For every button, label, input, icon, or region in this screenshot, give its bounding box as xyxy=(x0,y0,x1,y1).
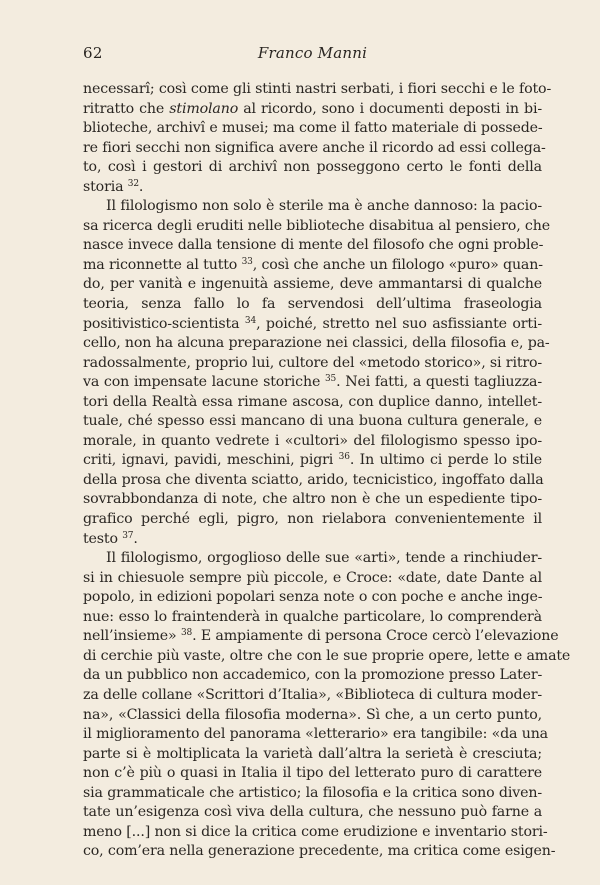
text-line xyxy=(83,275,542,295)
text-run: ma riconnette al tutto xyxy=(83,256,242,273)
page-number: 62 xyxy=(83,44,103,62)
text-run: tuale, ché spesso essi mancano di una buona cultura generale, e xyxy=(83,413,542,430)
text-line xyxy=(83,471,542,491)
text-run: ritratto che xyxy=(83,100,170,117)
text-run: grafico perché egli, pigro, non rielabora convenientemente il xyxy=(83,511,542,528)
text-line xyxy=(83,745,542,765)
text-line xyxy=(83,725,548,745)
text-run: cello, non ha alcuna preparazione nei classici, della filosofia e, pa- xyxy=(83,335,550,352)
text-run: testo xyxy=(83,530,123,547)
emphasis-text: stimolano xyxy=(169,100,239,117)
text-line xyxy=(83,608,542,628)
footnote-ref: 34 xyxy=(244,315,257,326)
text-line xyxy=(83,842,556,862)
text-line xyxy=(83,823,548,843)
text-line xyxy=(83,178,542,198)
page-header xyxy=(83,44,542,68)
text-line xyxy=(83,706,542,726)
text-run: parte si è moltiplicata la varietà dall’altra la serietà è cresciuta; xyxy=(83,745,542,762)
footnote-ref: 36 xyxy=(338,452,350,463)
text-line xyxy=(83,139,546,159)
text-run: . xyxy=(138,178,144,195)
text-line xyxy=(83,627,559,647)
text-run: non c’è più o quasi in Italia il tipo del letterato puro di carattere xyxy=(83,765,542,782)
text-run: Il filologismo non solo è sterile ma è anche dannoso: la pacio- xyxy=(106,198,542,215)
text-line xyxy=(83,803,542,823)
text-line xyxy=(83,315,542,335)
text-run: na», «Classici della filosofia moderna». Sì che, a un certo punto, xyxy=(83,706,542,723)
text-line xyxy=(83,334,550,354)
text-run: sovrabbondanza di note, che altro non è che un espediente tipo- xyxy=(83,491,542,508)
text-run: sa ricerca degli eruditi nelle biblioteche disabitua al pensiero, che xyxy=(83,217,550,234)
text-run: positivistico-scientista xyxy=(83,315,245,332)
text-run: meno [...] non si dice la critica come erudizione e inventario stori- xyxy=(83,823,548,840)
text-run: . Nei fatti, a questi tagliuzza- xyxy=(336,374,542,391)
text-line xyxy=(83,451,542,471)
text-run: . E ampiamente di persona Croce cercò l’elevazione xyxy=(192,628,559,645)
text-run: radossalmente, proprio lui, cultore del «metodo storico», si ritro- xyxy=(83,354,543,371)
text-line xyxy=(83,80,552,100)
footnote-ref: 38 xyxy=(180,628,193,639)
text-line xyxy=(83,295,542,315)
text-line xyxy=(83,158,542,178)
text-run: do, per vanità e ingenuità assieme, deve ammantarsi di qualche xyxy=(83,276,542,293)
text-run: si in chiesuole sempre più piccole, e Croce: «date, date Dante al xyxy=(83,569,542,586)
text-run: di cerchie più vaste, oltre che con le sue proprie opere, lette e amate xyxy=(83,647,571,664)
text-line xyxy=(83,666,542,686)
text-line xyxy=(83,412,542,432)
text-line xyxy=(83,569,542,589)
text-line xyxy=(83,510,542,530)
text-run: nell’insieme» xyxy=(83,628,181,645)
paragraph xyxy=(83,197,550,549)
footnote-ref: 37 xyxy=(122,530,134,541)
text-run: Il filologismo, orgoglioso delle sue «arti», tende a rinchiuder- xyxy=(106,550,542,567)
text-run: popolo, in edizioni popolari senza note o con poche e anche inge- xyxy=(83,589,543,606)
text-run: della prosa che diventa sciatto, arido, tecnicistico, ingoffato dalla xyxy=(83,471,544,488)
text-run: nasce invece dalla tensione di mente del filosofo che ogni proble- xyxy=(83,237,544,254)
body-text xyxy=(83,80,571,862)
text-run: il miglioramento del panorama «letterario» era tangibile: «da una xyxy=(83,726,548,743)
text-line xyxy=(83,236,542,256)
text-line xyxy=(83,100,542,120)
text-run: re fiori secchi non significa avere anche il ricordo ad essi collega- xyxy=(83,139,546,156)
text-line xyxy=(83,647,571,667)
text-line xyxy=(83,354,542,374)
text-line xyxy=(83,256,542,276)
text-line xyxy=(83,393,542,413)
text-run: criti, ignavi, pavidi, meschini, pigri xyxy=(83,452,339,469)
text-run: blioteche, archivî e musei; ma come il fatto materiale di possede- xyxy=(83,120,543,137)
text-run: tori della Realtà essa rimane ascosa, con duplice danno, intellet- xyxy=(83,393,542,410)
text-run: tate un’esigenza così viva della cultura, che nessuno può farne a xyxy=(83,804,542,821)
text-line xyxy=(83,119,542,139)
text-run: sia grammaticale che artistico; la filosofia e la critica sono diven- xyxy=(83,784,542,801)
text-line xyxy=(83,549,542,569)
footnote-ref: 35 xyxy=(324,374,337,385)
text-run: , poiché, stretto nel suo asfissiante orti- xyxy=(256,315,542,332)
text-run: necessarî; così come gli stinti nastri serbati, i fiori secchi e le foto- xyxy=(83,81,552,97)
text-run: va con impensate lacune storiche xyxy=(83,374,325,391)
text-line xyxy=(83,432,542,452)
text-line xyxy=(83,373,542,393)
running-head: Franco Manni xyxy=(257,44,368,62)
text-run: storia xyxy=(83,178,128,195)
text-run: co, com’era nella generazione precedente, ma critica come esigen- xyxy=(83,843,556,860)
text-run: teoria, senza fallo lo fa servendosi dell’ultima fraseologia xyxy=(83,296,542,313)
text-line xyxy=(83,197,542,217)
text-line xyxy=(83,490,542,510)
text-run: nue: esso lo fraintenderà in qualche particolare, lo comprenderà xyxy=(83,608,542,625)
text-line xyxy=(83,764,542,784)
text-line xyxy=(83,530,542,550)
text-line xyxy=(83,588,542,608)
footnote-ref: 32 xyxy=(127,178,139,189)
paragraph xyxy=(83,80,552,197)
paragraph xyxy=(83,549,571,862)
text-run: al ricordo, sono i documenti deposti in bi- xyxy=(238,100,542,117)
text-run: morale, in quanto vedrete i «cultori» del filologismo spesso ipo- xyxy=(83,432,542,449)
text-run: , così che anche un filologo «puro» quan- xyxy=(252,256,543,273)
text-run: za delle collane «Scrittori d’Italia», «Biblioteca di cultura moder- xyxy=(83,686,542,703)
footnote-ref: 33 xyxy=(241,256,253,267)
text-line xyxy=(83,784,542,804)
text-run: . xyxy=(133,530,138,547)
text-line xyxy=(83,217,550,237)
text-run: da un pubblico non accademico, con la promozione presso Later- xyxy=(83,667,543,684)
text-run: . In ultimo ci perde lo stile xyxy=(349,452,543,469)
text-run: to, così i gestori di archivî non posseggono certo le fonti della xyxy=(83,159,542,176)
text-line xyxy=(83,686,542,706)
